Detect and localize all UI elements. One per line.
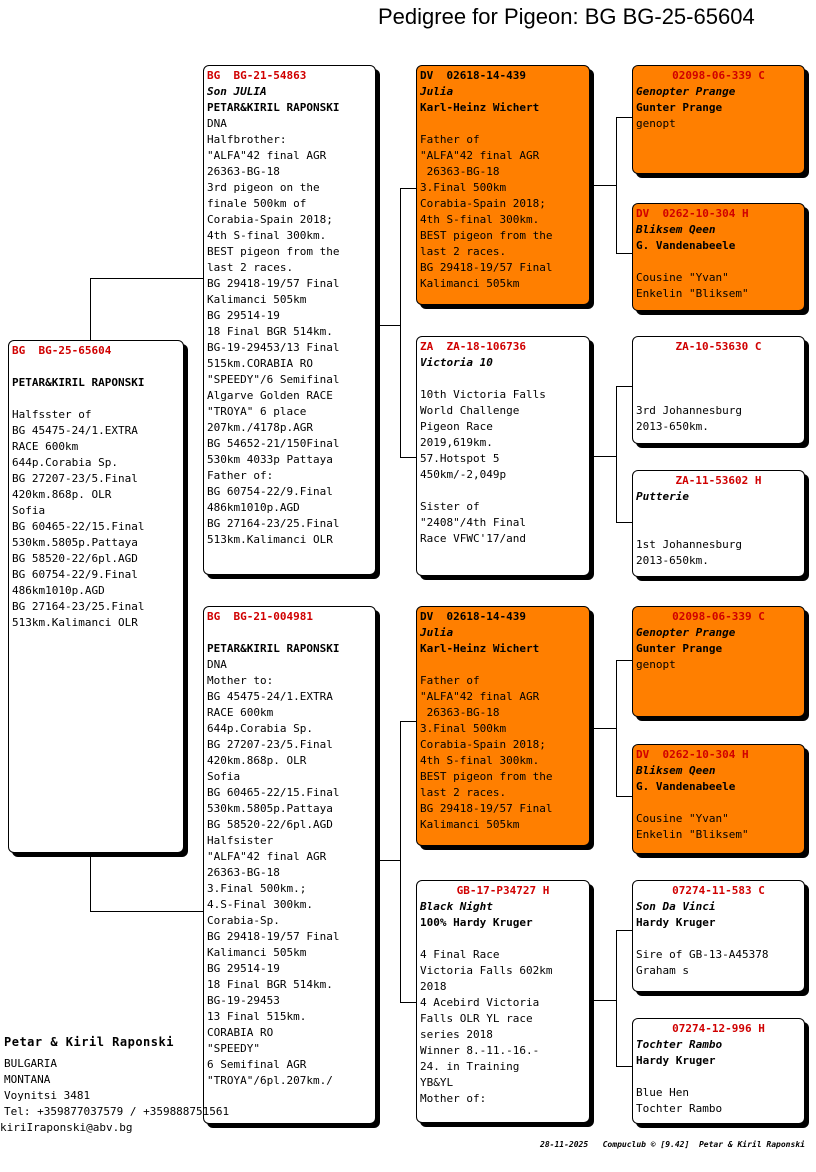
connector-line <box>90 278 204 279</box>
connector-line <box>90 278 91 340</box>
footer-credit: 28-11-2025 Compuclub © [9.42] Petar & Kiril Raponski <box>540 1140 805 1149</box>
ring-number: BG BG-21-54863 <box>207 69 307 82</box>
breeder-phone: Tel: +359877037579 / +359888751561 <box>4 1105 230 1118</box>
owner-name: G. Vandenabeele <box>636 780 736 793</box>
connector-line <box>590 185 616 186</box>
pigeon-card-dss[interactable] <box>632 606 805 717</box>
pigeon-name: Julia <box>420 85 454 98</box>
connector-line <box>376 325 400 326</box>
pigeon-card-sss[interactable] <box>632 65 805 174</box>
connector-line <box>616 386 617 522</box>
breeder-info <box>0 1034 230 1136</box>
ring-number: ZA ZA-18-106736 <box>420 340 526 353</box>
connector-line <box>90 911 204 912</box>
owner-name: G. Vandenabeele <box>636 239 736 252</box>
pigeon-notes: Cousine "Yvan" Enkelin "Bliksem" <box>636 812 749 841</box>
pigeon-card-sire-dam[interactable] <box>416 336 590 576</box>
pigeon-notes: 1st Johannesburg 2013-650km. <box>636 538 742 567</box>
owner-name: Hardy Kruger <box>636 1054 716 1067</box>
connector-line <box>590 728 616 729</box>
ring-number: DV 0262-10-304 H <box>636 207 749 220</box>
pigeon-card-sdd[interactable] <box>632 470 805 577</box>
pigeon-notes: DNA Mother to: BG 45475-24/1.EXTRA RACE 600km 644p.Corabia Sp. BG 27207-23/5.Final 420km.868p. OLR Sofia BG 60465-22/15.Final 530km.5805p.Pattaya BG 58520-22/6pl.AGD Halfsister "ALFA"42 final AGR 26363-BG-18 3.Final 500km.; 4.S-Final 300km. Corabia-Sp. BG 29418-19/57 Final Kalimanci 505km BG 29514-19 18 Final BGR 514km. BG-19-29453 13 Final 515km. CORABIA RO "SPEEDY" 6 Semifinal AGR "TROYA"/6pl.207km./ <box>207 658 340 1087</box>
ring-number: 07274-11-583 C <box>672 884 765 897</box>
owner-name: 100% Hardy Kruger <box>420 916 533 929</box>
pigeon-card-subject[interactable] <box>8 340 184 853</box>
pigeon-card-dam-dam[interactable] <box>416 880 590 1123</box>
pigeon-name: Genopter Prange <box>636 626 736 639</box>
pigeon-name: Son JULIA <box>207 85 267 98</box>
pigeon-notes: genopt <box>636 117 676 130</box>
ring-number: DV 02618-14-439 <box>420 69 526 82</box>
ring-number: 02098-06-339 C <box>672 610 765 623</box>
pigeon-notes: DNA Halfbrother: "ALFA"42 final AGR 26363-BG-18 3rd pigeon on the finale 500km of Corabia-Spain 2018; 4th S-final 300km. BEST pigeon from the last 2 races. BG 29418-19/57 Final Kalimanci 505km BG 29514-19 18 Final BGR 514km. BG-19-29453/13 Final 515km.CORABIA RO "SPEEDY"/6 Semifinal Algarve Golden RACE "TROYA" 6 place 207km./4178p.AGR BG 54652-21/150Final 530km 4033p Pattaya Father of: BG 60754-22/9.Final 486km1010p.AGD BG 27164-23/25.Final 513km.Kalimanci OLR <box>207 117 340 546</box>
pigeon-notes: Halfsster of BG 45475-24/1.EXTRA RACE 600km 644p.Corabia Sp. BG 27207-23/5.Final 420km.868p. OLR Sofia BG 60465-22/15.Final 530km.5805p.Pattaya BG 58520-22/6pl.AGD BG 60754-22/9.Final 486km1010p.AGD BG 27164-23/25.Final 513km.Kalimanci OLR <box>12 408 145 629</box>
pigeon-name: Tochter Rambo <box>636 1038 723 1051</box>
pigeon-name: Julia <box>420 626 454 639</box>
pigeon-notes: 4 Final Race Victoria Falls 602km 2018 4 Acebird Victoria Falls OLR YL race series 2018 Winner 8.-11.-16.- 24. in Training YB&YL Mother of: <box>420 948 553 1105</box>
ring-number: ZA-10-53630 C <box>675 340 762 353</box>
ring-number: BG BG-21-004981 <box>207 610 313 623</box>
owner-name: Gunter Prange <box>636 642 723 655</box>
owner-name: Karl-Heinz Wichert <box>420 642 540 655</box>
pigeon-name: Black Night <box>420 900 493 913</box>
pigeon-notes: Cousine "Yvan" Enkelin "Bliksem" <box>636 271 749 300</box>
pigeon-card-sire-sire[interactable] <box>416 65 590 305</box>
connector-line <box>90 853 91 911</box>
connector-line <box>616 930 617 1066</box>
ring-number: 07274-12-996 H <box>672 1022 765 1035</box>
pigeon-notes: genopt <box>636 658 676 671</box>
pigeon-notes: Sire of GB-13-A45378 Graham s <box>636 948 769 977</box>
pigeon-notes: Father of "ALFA"42 final AGR 26363-BG-18 3.Final 500km Corabia-Spain 2018; 4th S-final 300km. BEST pigeon from the last 2 races. BG 29418-19/57 Final Kalimanci 505km <box>420 674 553 831</box>
pigeon-card-ddd[interactable] <box>632 1018 805 1124</box>
pigeon-card-ssd[interactable] <box>632 203 805 311</box>
ring-number: DV 02618-14-439 <box>420 610 526 623</box>
breeder-email[interactable]: kiriIraponski@abv.bg <box>0 1121 133 1134</box>
owner-name: Karl-Heinz Wichert <box>420 101 540 114</box>
owner-name: Gunter Prange <box>636 101 723 114</box>
breeder-region: MONTANA <box>4 1073 51 1086</box>
ring-number: DV 0262-10-304 H <box>636 748 749 761</box>
connector-line <box>616 660 617 796</box>
connector-line <box>400 721 401 1003</box>
connector-line <box>590 456 616 457</box>
pigeon-name: Bliksem Qeen <box>636 764 716 777</box>
breeder-country: BULGARIA <box>4 1057 57 1070</box>
pigeon-notes: 10th Victoria Falls World Challenge Pigeon Race 2019,619km. 57.Hotspot 5 450km/-2,049p Sister of "2408"/4th Final Race VFWC'17/and <box>420 388 546 545</box>
breeder-town: Voynitsi 3481 <box>4 1089 91 1102</box>
connector-line <box>400 188 401 458</box>
pigeon-notes: Blue Hen Tochter Rambo <box>636 1086 723 1115</box>
pigeon-notes: Father of "ALFA"42 final AGR 26363-BG-18 3.Final 500km Corabia-Spain 2018; 4th S-final 300km. BEST pigeon from the last 2 races. BG 29418-19/57 Final Kalimanci 505km <box>420 133 553 290</box>
ring-number: BG BG-25-65604 <box>12 344 112 357</box>
pigeon-card-dds[interactable] <box>632 880 805 992</box>
ring-number: GB-17-P34727 H <box>456 884 550 897</box>
pigeon-name: Son Da Vinci <box>636 900 716 913</box>
pigeon-name: Genopter Prange <box>636 85 736 98</box>
owner-name: PETAR&KIRIL RAPONSKI <box>207 642 340 655</box>
owner-name: Hardy Kruger <box>636 916 716 929</box>
pigeon-name: Bliksem Qeen <box>636 223 716 236</box>
pigeon-card-sds[interactable] <box>632 336 805 444</box>
connector-line <box>376 860 400 861</box>
pigeon-card-dam-sire[interactable] <box>416 606 590 846</box>
connector-line <box>616 117 617 253</box>
breeder-name: Petar & Kiril Raponski <box>4 1035 174 1049</box>
pigeon-name: Victoria 10 <box>420 356 493 369</box>
connector-line <box>590 1000 616 1001</box>
pigeon-card-dsd[interactable] <box>632 744 805 854</box>
pigeon-card-sire[interactable] <box>203 65 376 575</box>
ring-number: ZA-11-53602 H <box>675 474 762 487</box>
owner-name: PETAR&KIRIL RAPONSKI <box>207 101 340 114</box>
pigeon-name: Putterie <box>636 490 689 503</box>
pigeon-notes: 3rd Johannesburg 2013-650km. <box>636 404 742 433</box>
owner-name: PETAR&KIRIL RAPONSKI <box>12 376 145 389</box>
page-title: Pedigree for Pigeon: BG BG-25-65604 <box>378 4 755 29</box>
ring-number: 02098-06-339 C <box>672 69 765 82</box>
